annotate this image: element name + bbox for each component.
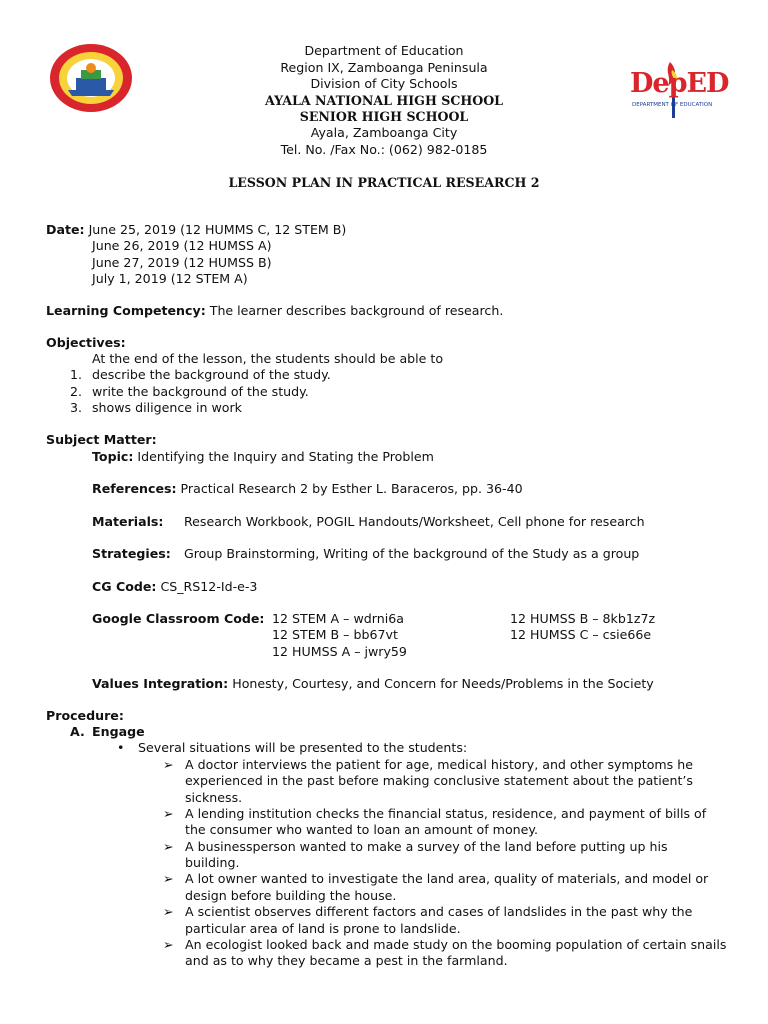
situation-text: particular area of land is prone to landslide. bbox=[185, 920, 461, 936]
arrow-bullet-icon: ➢ bbox=[163, 838, 174, 854]
situation-text: sickness. bbox=[185, 789, 243, 805]
date-entry: July 1, 2019 (12 STEM A) bbox=[92, 271, 248, 286]
date-entry: June 26, 2019 (12 HUMSS A) bbox=[92, 238, 272, 253]
classroom-code-label: Google Classroom Code: bbox=[92, 611, 265, 626]
header-school: AYALA NATIONAL HIGH SCHOOL bbox=[264, 93, 504, 108]
arrow-bullet-icon: ➢ bbox=[163, 871, 174, 887]
topic-label: Topic: bbox=[92, 449, 134, 464]
classroom-code: 12 STEM A – wdrni6a bbox=[272, 611, 404, 626]
situation-text: and as to why they became a pest in the farmland. bbox=[185, 953, 508, 969]
date-entry: June 25, 2019 (12 HUMMS C, 12 STEM B) bbox=[88, 222, 347, 237]
header-address: Ayala, Zamboanga City bbox=[310, 125, 458, 140]
objectives-intro: At the end of the lesson, the students should be able to bbox=[92, 351, 444, 366]
date-entry: June 27, 2019 (12 HUMSS B) bbox=[92, 255, 272, 270]
references-text: Practical Research 2 by Esther L. Baraceros, pp. 36-40 bbox=[180, 481, 523, 496]
bullet-icon: • bbox=[117, 740, 125, 755]
situation-text: A lending institution checks the financial status, residence, and payment of bills of bbox=[185, 806, 707, 822]
engage-label: Engage bbox=[92, 724, 145, 739]
header-region: Region IX, Zamboanga Peninsula bbox=[280, 60, 488, 75]
topic-row bbox=[92, 449, 434, 465]
cg-code-text: CS_RS12-Id-e-3 bbox=[160, 579, 258, 594]
classroom-code: 12 HUMSS C – csie66e bbox=[510, 627, 652, 642]
arrow-bullet-icon: ➢ bbox=[163, 806, 174, 822]
subject-label: Subject Matter: bbox=[46, 432, 157, 447]
classroom-code: 12 HUMSS B – 8kb1z7z bbox=[510, 611, 656, 626]
arrow-bullet-icon: ➢ bbox=[163, 757, 174, 772]
references-row bbox=[92, 481, 523, 497]
values-label: Values Integration: bbox=[92, 676, 229, 691]
topic-text: Identifying the Inquiry and Stating the Problem bbox=[137, 449, 434, 464]
situation-text: A lot owner wanted to investigate the land area, quality of materials, and model or bbox=[185, 871, 709, 887]
materials-text: Research Workbook, POGIL Handouts/Worksheet, Cell phone for research bbox=[184, 514, 645, 529]
situation-text: A businessperson wanted to make a survey of the land before putting up his bbox=[185, 838, 668, 854]
objective-number: 2. bbox=[70, 384, 83, 399]
strategies-label: Strategies: bbox=[92, 546, 171, 561]
competency-row bbox=[46, 303, 503, 319]
strategies-text: Group Brainstorming, Writing of the background of the Study as a group bbox=[184, 546, 640, 561]
classroom-code: 12 STEM B – bb67vt bbox=[272, 627, 398, 642]
engage-letter: A. bbox=[70, 724, 85, 739]
objectives-label: Objectives: bbox=[46, 335, 126, 350]
arrow-bullet-icon: ➢ bbox=[163, 936, 174, 952]
materials-label: Materials: bbox=[92, 514, 164, 529]
cg-code-row bbox=[92, 579, 257, 595]
objective-item: describe the background of the study. bbox=[92, 367, 331, 382]
objective-item: write the background of the study. bbox=[92, 384, 309, 399]
situation-text: A scientist observes different factors and cases of landslides in the past why the bbox=[185, 904, 693, 920]
classroom-code: 12 HUMSS A – jwry59 bbox=[272, 644, 407, 659]
deped-logo-subtext: DEPARTMENT OF EDUCATION bbox=[632, 102, 713, 108]
values-row bbox=[92, 676, 654, 692]
objective-item: shows diligence in work bbox=[92, 400, 242, 415]
objective-number: 1. bbox=[70, 367, 83, 382]
competency-text: The learner describes background of research. bbox=[209, 303, 504, 318]
situation-text: An ecologist looked back and made study on the booming population of certain snails bbox=[185, 936, 727, 952]
date-label: Date: bbox=[46, 222, 85, 237]
page-title: LESSON PLAN IN PRACTICAL RESEARCH 2 bbox=[228, 175, 540, 190]
header-phone: Tel. No. /Fax No.: (062) 982-0185 bbox=[280, 142, 488, 157]
situation-text: design before building the house. bbox=[185, 887, 397, 903]
arrow-bullet-icon: ➢ bbox=[163, 904, 174, 920]
situations-intro: Several situations will be presented to the students: bbox=[138, 740, 468, 755]
situation-text: building. bbox=[185, 855, 240, 871]
references-label: References: bbox=[92, 481, 177, 496]
cg-code-label: CG Code: bbox=[92, 579, 157, 594]
deped-logo-text: DepED bbox=[630, 68, 729, 99]
situation-text: A doctor interviews the patient for age, medical history, and other symptoms he bbox=[185, 757, 693, 772]
header-level: SENIOR HIGH SCHOOL bbox=[299, 109, 469, 124]
values-text: Honesty, Courtesy, and Concern for Needs/Problems in the Society bbox=[232, 676, 654, 691]
objective-number: 3. bbox=[70, 400, 83, 415]
situation-text: the consumer who wanted to loan an amount of money. bbox=[185, 822, 539, 838]
situation-text: experienced in the past before making conclusive statement about the patient’s bbox=[185, 773, 693, 789]
procedure-label: Procedure: bbox=[46, 708, 124, 723]
header-department: Department of Education bbox=[304, 43, 464, 58]
competency-label: Learning Competency: bbox=[46, 303, 206, 318]
header-division: Division of City Schools bbox=[310, 76, 458, 91]
date-row bbox=[46, 222, 346, 238]
